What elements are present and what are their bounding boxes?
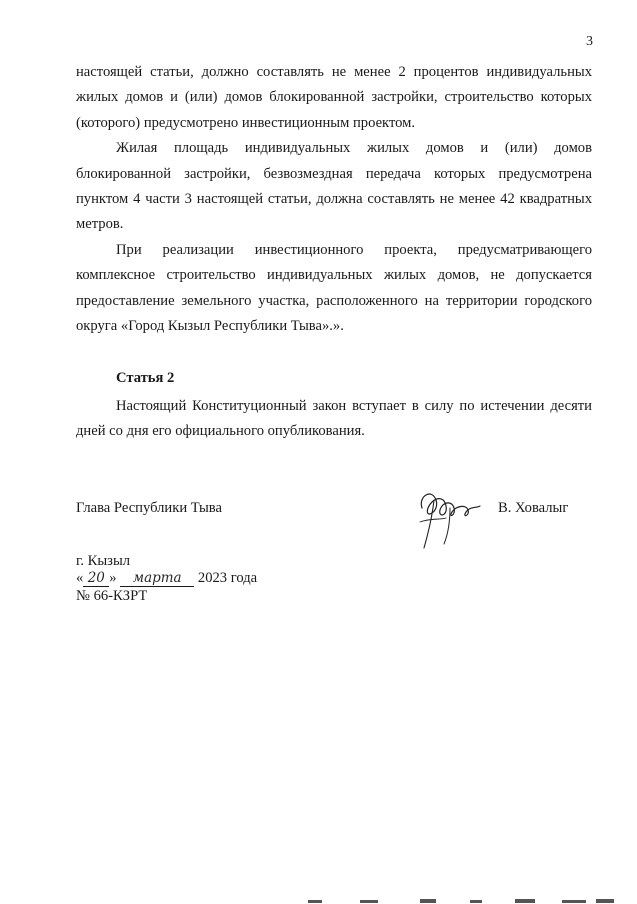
page-number: 3 (586, 34, 593, 49)
signatory-title: Глава Республики Тыва (76, 500, 222, 516)
paragraph-1: настоящей статьи, должно составлять не менее 2 процентов индивидуальных жилых домов и (или) домов блокированной застройки, строительство которых (которого) предусмотрено инвестиционным проектом. (76, 64, 592, 131)
article-1-continuation (76, 60, 592, 339)
article-2-heading: Статья 2 (116, 370, 175, 386)
signatory-name: В. Ховалыг (498, 500, 569, 516)
date-close-quote: » (109, 570, 117, 586)
article-2-text: Настоящий Конституционный закон вступает в силу по истечении десяти дней со дня его официального опубликования. (76, 398, 592, 440)
law-number: № 66-КЗРТ (76, 588, 148, 604)
scan-edge-marks (300, 894, 620, 904)
place-of-signing: г. Кызыл (76, 553, 131, 569)
date-year: 2023 года (197, 570, 258, 586)
date-month-handwritten: марта (120, 570, 194, 587)
signing-date (76, 570, 257, 587)
date-day-handwritten: 20 (83, 570, 109, 587)
paragraph-2: Жилая площадь индивидуальных жилых домов и (или) домов блокированной застройки, безвозмездная передача которых предусмотрена пунктом 4 части 3 настоящей статьи, должна составлять не менее 42 квадратных метров. (76, 140, 592, 233)
handwritten-signature (410, 478, 490, 553)
date-open-quote: « (76, 570, 84, 586)
paragraph-3: При реализации инвестиционного проекта, предусматривающего комплексное строительство индивидуальных жилых домов, не допускается предоставление земельного участка, расположенного на территории городского округа «Город Кызыл Республики Тыва».». (76, 241, 592, 335)
article-2-body (76, 394, 592, 445)
